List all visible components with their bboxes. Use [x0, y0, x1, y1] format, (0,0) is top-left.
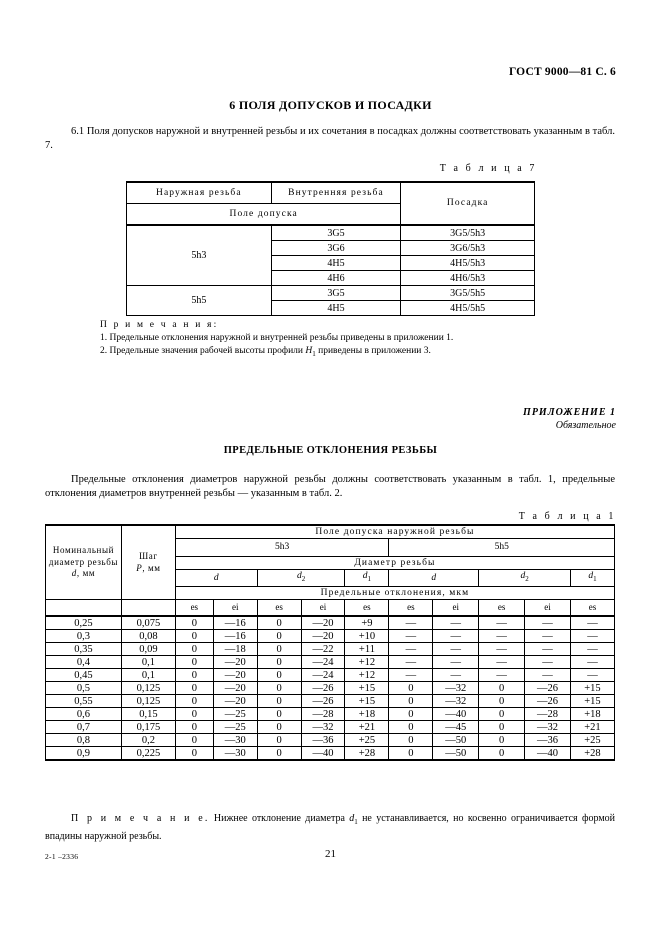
cell-c5: +10	[345, 630, 389, 643]
cell-c3: 0	[257, 721, 301, 734]
table-7-cell-internal: 3G5	[271, 286, 401, 301]
cell-c7: —	[433, 616, 479, 630]
cell-nominal: 0,6	[46, 708, 122, 721]
pitch-line-2	[122, 563, 175, 575]
cell-c8: —	[479, 669, 525, 682]
cell-c7: —32	[433, 682, 479, 695]
cell-c4: —36	[301, 734, 345, 747]
cell-c10: —	[570, 669, 614, 682]
table-1-header-pitch	[121, 525, 175, 600]
cell-c7: —50	[433, 734, 479, 747]
table-1-label: Т а б л и ц а 1	[518, 511, 616, 522]
table-row	[46, 643, 615, 656]
table-1-header-d1-5h3	[345, 570, 389, 587]
cell-c8: —	[479, 643, 525, 656]
table-7-header-fit: Посадка	[401, 182, 535, 225]
cell-c10: —	[570, 630, 614, 643]
note-2-subscript: 1	[312, 349, 316, 358]
cell-c7: —	[433, 656, 479, 669]
table-1-header-d2-5h3	[257, 570, 345, 587]
cell-c8: —	[479, 616, 525, 630]
stub-line-3	[46, 568, 121, 580]
cell-c6: 0	[389, 721, 433, 734]
table-1-deviation-label: es	[175, 600, 213, 617]
appendix-number: ПРИЛОЖЕНИЕ 1	[523, 407, 616, 418]
section-title: 6 ПОЛЯ ДОПУСКОВ И ПОСАДКИ	[229, 98, 432, 112]
table-row	[46, 656, 615, 669]
cell-c1: 0	[175, 695, 213, 708]
table-1-header-d2-5h5	[479, 570, 571, 587]
table-1-header-pitch-blank	[121, 600, 175, 617]
table-1-header-deviation-title: Предельные отклонения, мкм	[175, 587, 614, 600]
table-row	[46, 630, 615, 643]
cell-c1: 0	[175, 682, 213, 695]
note-2-symbol: H	[305, 346, 313, 356]
stub-line-1: Номинальный	[52, 545, 115, 556]
cell-c5: +18	[345, 708, 389, 721]
stub-symbol-d: d	[71, 568, 77, 579]
cell-c3: 0	[257, 656, 301, 669]
cell-pitch: 0,1	[121, 669, 175, 682]
cell-c10: —	[570, 616, 614, 630]
cell-c4: —32	[301, 721, 345, 734]
table-7-cell-external: 5h5	[127, 286, 272, 316]
symbol-d: d	[213, 572, 219, 583]
symbol-d: d	[431, 572, 437, 583]
stub-units: , мм	[76, 568, 96, 579]
cell-c7: —50	[433, 747, 479, 761]
cell-c9: —	[525, 616, 571, 630]
table-1-deviation-label: ei	[525, 600, 571, 617]
cell-c4: —24	[301, 656, 345, 669]
cell-c5: +25	[345, 734, 389, 747]
table-row	[46, 600, 615, 617]
table-row	[46, 708, 615, 721]
symbol-d2: d	[296, 571, 302, 582]
table-7-label: Т а б л и ц а 7	[439, 163, 537, 174]
symbol-d1: d	[588, 571, 594, 582]
cell-c8: 0	[479, 708, 525, 721]
table-row	[46, 682, 615, 695]
cell-c6: 0	[389, 682, 433, 695]
cell-pitch: 0,175	[121, 721, 175, 734]
table-7-cell-internal: 3G5	[271, 225, 401, 241]
cell-c7: —32	[433, 695, 479, 708]
cell-c3: 0	[257, 669, 301, 682]
cell-c4: —22	[301, 643, 345, 656]
cell-c4: —26	[301, 682, 345, 695]
table-1-deviation-label: es	[479, 600, 525, 617]
table-7-cell-internal: 3G6	[271, 241, 401, 256]
cell-c1: 0	[175, 616, 213, 630]
cell-nominal: 0,7	[46, 721, 122, 734]
cell-c5: +28	[345, 747, 389, 761]
cell-c8: 0	[479, 747, 525, 761]
cell-c4: —20	[301, 616, 345, 630]
table-row	[46, 747, 615, 761]
table-7-cell-fit: 4H6/5h3	[401, 271, 535, 286]
table-row	[46, 669, 615, 682]
cell-c9: —	[525, 669, 571, 682]
table-1-header-field-5h5: 5h5	[389, 539, 615, 557]
cell-nominal: 0,8	[46, 734, 122, 747]
pitch-units: , мм	[142, 562, 161, 573]
clause-6-1-paragraph	[45, 125, 615, 152]
cell-c9: —	[525, 630, 571, 643]
cell-pitch: 0,225	[121, 747, 175, 761]
cell-c8: —	[479, 630, 525, 643]
table-row	[46, 734, 615, 747]
table-1-header-stub	[46, 525, 122, 600]
cell-pitch: 0,1	[121, 656, 175, 669]
cell-c10: +21	[570, 721, 614, 734]
cell-c3: 0	[257, 682, 301, 695]
table-1-note	[45, 812, 615, 843]
cell-c6: —	[389, 656, 433, 669]
cell-c7: —	[433, 630, 479, 643]
notes-title: П р и м е ч а н и я:	[100, 320, 219, 330]
cell-c7: —45	[433, 721, 479, 734]
cell-c10: +15	[570, 695, 614, 708]
cell-c8: 0	[479, 721, 525, 734]
table-1-deviation-label: es	[345, 600, 389, 617]
cell-c2: —20	[213, 656, 257, 669]
cell-pitch: 0,125	[121, 695, 175, 708]
running-header: ГОСТ 9000—81 С. 6	[508, 66, 616, 78]
cell-c10: +15	[570, 682, 614, 695]
cell-c2: —30	[213, 747, 257, 761]
table-1-header-stub-blank	[46, 600, 122, 617]
appendix-intro-paragraph	[45, 473, 615, 500]
table-7-notes	[45, 319, 555, 361]
cell-c10: +18	[570, 708, 614, 721]
table-1	[45, 524, 615, 761]
cell-c2: —20	[213, 682, 257, 695]
cell-c6: 0	[389, 708, 433, 721]
table-7-cell-fit: 3G6/5h3	[401, 241, 535, 256]
cell-c10: +25	[570, 734, 614, 747]
cell-c2: —25	[213, 708, 257, 721]
cell-nominal: 0,3	[46, 630, 122, 643]
cell-pitch: 0,125	[121, 682, 175, 695]
table-1-note-symbol: d	[349, 813, 355, 824]
table-7	[126, 181, 535, 316]
note-2-text-part2: приведены в приложении 3.	[315, 346, 431, 356]
table-1-header-d-5h3	[175, 570, 257, 587]
table-1-deviation-label: ei	[433, 600, 479, 617]
table-1-note-part2: не устанавливается, но косвенно ограничивается формой впадины наружной резьбы.	[45, 813, 615, 842]
note-2-line	[45, 345, 555, 361]
cell-c3: 0	[257, 643, 301, 656]
cell-c1: 0	[175, 656, 213, 669]
cell-nominal: 0,45	[46, 669, 122, 682]
cell-c6: —	[389, 616, 433, 630]
table-1-deviation-label: es	[389, 600, 433, 617]
cell-c8: 0	[479, 682, 525, 695]
table-1-deviation-label: ei	[301, 600, 345, 617]
table-1-deviation-label: es	[570, 600, 614, 617]
cell-c7: —	[433, 669, 479, 682]
table-7-header-internal: Внутренняя резьба	[271, 182, 401, 204]
cell-c6: 0	[389, 695, 433, 708]
cell-nominal: 0,9	[46, 747, 122, 761]
subscript-2: 2	[525, 574, 529, 583]
cell-c1: 0	[175, 734, 213, 747]
cell-c4: —40	[301, 747, 345, 761]
stub-line-2: диаметр резьбы	[48, 556, 119, 567]
table-1-note-subscript: 1	[354, 818, 358, 826]
table-7-cell-external: 5h3	[127, 225, 272, 286]
cell-c4: —24	[301, 669, 345, 682]
cell-c2: —30	[213, 734, 257, 747]
cell-c9: —	[525, 656, 571, 669]
table-1-header-diameter-title: Диаметр резьбы	[175, 557, 614, 570]
table-7-header-external: Наружная резьба	[127, 182, 272, 204]
table-row	[46, 695, 615, 708]
cell-c10: +28	[570, 747, 614, 761]
cell-c9: —26	[525, 682, 571, 695]
cell-c10: —	[570, 656, 614, 669]
cell-c1: 0	[175, 721, 213, 734]
cell-nominal: 0,55	[46, 695, 122, 708]
cell-c3: 0	[257, 630, 301, 643]
cell-c2: —16	[213, 616, 257, 630]
table-row	[127, 182, 535, 204]
cell-c1: 0	[175, 630, 213, 643]
table-1-header-d1-5h5	[570, 570, 614, 587]
table-7-cell-fit: 3G5/5h5	[401, 286, 535, 301]
table-row	[127, 225, 535, 241]
cell-c6: —	[389, 669, 433, 682]
cell-c10: —	[570, 643, 614, 656]
table-row	[127, 286, 535, 301]
appendix-intro-text: Предельные отклонения диаметров наружной резьбы должны соответствовать указанным в табл. 1, предельные отклонения диаметров внутренней резьбы — указанным в табл. 2.	[45, 474, 615, 499]
table-7-cell-fit: 4H5/5h5	[401, 301, 535, 316]
table-row	[46, 721, 615, 734]
cell-c2: —20	[213, 695, 257, 708]
cell-c5: +21	[345, 721, 389, 734]
cell-c9: —36	[525, 734, 571, 747]
cell-c3: 0	[257, 616, 301, 630]
table-1-note-prefix: П р и м е ч а н и е.	[71, 813, 210, 824]
cell-c1: 0	[175, 708, 213, 721]
symbol-d1: d	[362, 571, 368, 582]
table-row	[46, 616, 615, 630]
cell-c5: +12	[345, 669, 389, 682]
note-1-text: 1. Предельные отклонения наружной и внутренней резьбы приведены в приложении 1.	[100, 333, 454, 343]
cell-c2: —25	[213, 721, 257, 734]
subscript-1: 1	[367, 574, 372, 583]
cell-c2: —18	[213, 643, 257, 656]
cell-c5: +15	[345, 682, 389, 695]
cell-c9: —	[525, 643, 571, 656]
cell-nominal: 0,5	[46, 682, 122, 695]
cell-c8: 0	[479, 695, 525, 708]
cell-c1: 0	[175, 643, 213, 656]
table-1-deviation-label: es	[257, 600, 301, 617]
symbol-d2: d	[520, 571, 526, 582]
cell-nominal: 0,25	[46, 616, 122, 630]
cell-c3: 0	[257, 747, 301, 761]
notes-title-line	[45, 319, 555, 332]
pitch-symbol-p: P	[136, 562, 143, 573]
clause-6-1-text: 6.1 Поля допусков наружной и внутренней резьбы и их сочетания в посадках должны соответствовать указанным в табл. 7.	[45, 126, 615, 151]
subscript-2: 2	[301, 574, 306, 583]
cell-c3: 0	[257, 695, 301, 708]
table-1-note-part1: Нижнее отклонение диаметра	[209, 813, 350, 824]
table-7-header-tolerance-field: Поле допуска	[127, 204, 401, 226]
cell-c6: —	[389, 630, 433, 643]
table-7-cell-internal: 4H6	[271, 271, 401, 286]
cell-c2: —20	[213, 669, 257, 682]
cell-c9: —26	[525, 695, 571, 708]
cell-nominal: 0,4	[46, 656, 122, 669]
appendix-mandatory-label: Обязательное	[555, 420, 616, 431]
cell-c1: 0	[175, 747, 213, 761]
cell-c7: —	[433, 643, 479, 656]
cell-c7: —40	[433, 708, 479, 721]
note-2-text-part1: 2. Предельные значения рабочей высоты профили	[100, 346, 306, 356]
cell-c6: —	[389, 643, 433, 656]
table-7-cell-fit: 4H5/5h3	[401, 256, 535, 271]
cell-c4: —26	[301, 695, 345, 708]
cell-c5: +15	[345, 695, 389, 708]
cell-nominal: 0,35	[46, 643, 122, 656]
cell-pitch: 0,15	[121, 708, 175, 721]
cell-c6: 0	[389, 747, 433, 761]
cell-pitch: 0,2	[121, 734, 175, 747]
table-1-deviation-label: ei	[213, 600, 257, 617]
table-7-cell-internal: 4H5	[271, 256, 401, 271]
cell-c9: —32	[525, 721, 571, 734]
table-7-cell-internal: 4H5	[271, 301, 401, 316]
table-1-header-field-5h3: 5h3	[175, 539, 389, 557]
cell-c8: 0	[479, 734, 525, 747]
table-1-header-d-5h5	[389, 570, 479, 587]
footer-code: 2-1 –2336	[45, 852, 79, 861]
table-7-cell-fit: 3G5/5h3	[401, 225, 535, 241]
cell-c3: 0	[257, 734, 301, 747]
cell-c9: —40	[525, 747, 571, 761]
cell-c3: 0	[257, 708, 301, 721]
table-1-header-group-title: Поле допуска наружной резьбы	[175, 525, 614, 539]
cell-pitch: 0,08	[121, 630, 175, 643]
cell-c8: —	[479, 656, 525, 669]
cell-c1: 0	[175, 669, 213, 682]
cell-c5: +11	[345, 643, 389, 656]
cell-c6: 0	[389, 734, 433, 747]
pitch-line-1: Шаг	[139, 551, 158, 561]
cell-c9: —28	[525, 708, 571, 721]
cell-c4: —28	[301, 708, 345, 721]
cell-pitch: 0,075	[121, 616, 175, 630]
cell-pitch: 0,09	[121, 643, 175, 656]
table-row	[46, 525, 615, 539]
page-number: 21	[325, 848, 336, 860]
appendix-title: ПРЕДЕЛЬНЫЕ ОТКЛОНЕНИЯ РЕЗЬБЫ	[223, 445, 438, 456]
cell-c5: +12	[345, 656, 389, 669]
subscript-1: 1	[593, 574, 597, 583]
cell-c4: —20	[301, 630, 345, 643]
cell-c5: +9	[345, 616, 389, 630]
note-1-line	[45, 332, 555, 345]
cell-c2: —16	[213, 630, 257, 643]
